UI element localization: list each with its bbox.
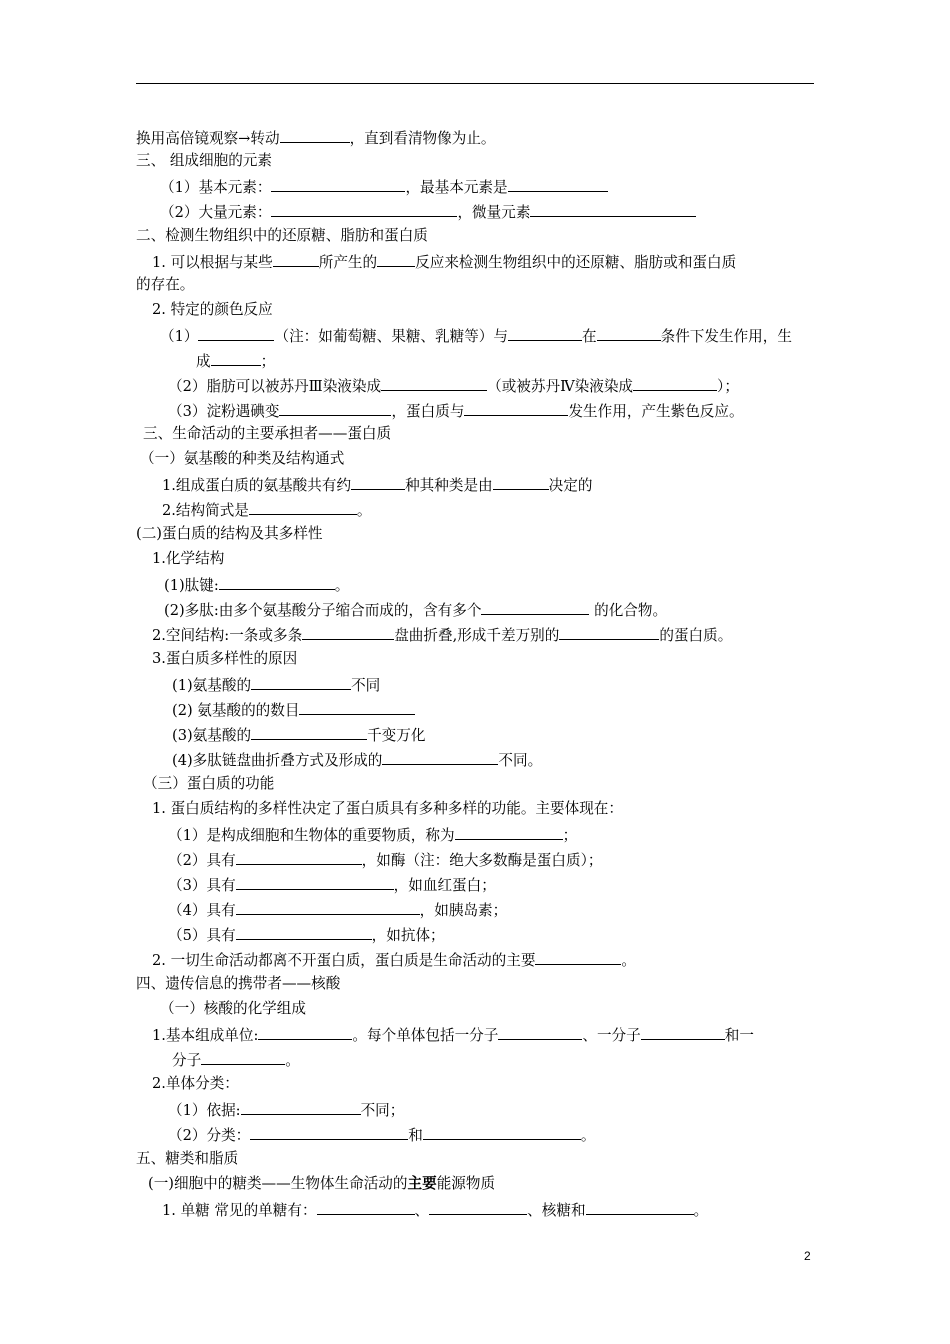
line-text: 在	[582, 328, 597, 345]
fill-in-blank	[530, 201, 696, 217]
line-text: （1）基本元素：	[160, 179, 272, 196]
text-line	[143, 774, 274, 794]
fill-in-blank	[280, 127, 350, 143]
line-text: 千变万化	[367, 727, 426, 744]
fill-in-blank	[201, 1049, 285, 1065]
text-line	[160, 325, 792, 347]
line-text: 决定的	[548, 477, 593, 494]
line-text: (二)蛋白质的结构及其多样性	[136, 525, 323, 542]
text-line	[140, 449, 344, 469]
line-text: 不同。	[498, 752, 543, 769]
line-text: 、一分子	[582, 1027, 641, 1044]
line-text: 条件下发生作用，生	[660, 328, 792, 345]
fill-in-blank	[535, 949, 621, 965]
text-line	[136, 974, 340, 994]
text-line	[164, 599, 667, 621]
text-line	[136, 275, 194, 295]
line-text: 2.空间结构:一条或多条	[152, 627, 303, 644]
line-text: 。	[693, 1202, 709, 1219]
text-line	[172, 724, 425, 746]
line-text: 换用高倍镜观察→转动	[136, 130, 280, 147]
line-text: (4)多肽链盘曲折叠方式及形成的	[172, 752, 383, 769]
fill-in-blank	[236, 899, 420, 915]
text-line	[196, 350, 275, 372]
text-line	[168, 924, 445, 946]
line-text: ；	[562, 827, 578, 844]
text-line	[136, 151, 272, 171]
fill-in-blank	[382, 749, 498, 765]
line-text: ；	[260, 353, 276, 370]
line-text: 。	[334, 577, 350, 594]
line-text: （3）具有	[168, 877, 236, 894]
line-text: 三、生命活动的主要承担者——蛋白质	[143, 425, 392, 442]
line-text: 。	[580, 1127, 596, 1144]
line-text: （三）蛋白质的功能	[143, 775, 275, 792]
text-line	[162, 499, 372, 521]
fill-in-blank	[249, 499, 357, 515]
line-text: 能源物质	[436, 1175, 496, 1192]
line-text: 1.基本组成单位:	[152, 1027, 259, 1044]
line-text: （1）依据:	[168, 1102, 241, 1119]
fill-in-blank	[498, 1024, 582, 1040]
line-text: 四、遗传信息的携带者——核酸	[136, 975, 341, 992]
line-text: （5）具有	[168, 927, 236, 944]
fill-in-blank	[351, 474, 405, 490]
fill-in-blank	[211, 350, 261, 366]
fill-in-blank	[481, 599, 589, 615]
line-text: 2. 一切生命活动都离不开蛋白质，蛋白质是生命活动的主要	[152, 952, 536, 969]
text-line	[168, 1124, 595, 1146]
line-text: (3)氨基酸的	[172, 727, 252, 744]
fill-in-blank	[271, 201, 457, 217]
line-text: 。	[356, 502, 372, 519]
line-text: (2) 氨基酸的的数目	[172, 702, 300, 719]
line-text: 。每个单体包括一分子	[352, 1027, 499, 1044]
line-text: 2.单体分类：	[152, 1075, 239, 1092]
line-text: （注：如葡萄糖、果糖、乳糖等）与	[274, 328, 508, 345]
line-text: 2. 特定的颜色反应	[152, 301, 273, 318]
line-text: (1)肽键:	[164, 577, 219, 594]
line-text: （一）核酸的化学组成	[160, 1000, 306, 1017]
fill-in-blank	[250, 1124, 408, 1140]
line-text: 和	[408, 1127, 423, 1144]
line-text: 的化合物。	[589, 602, 668, 619]
line-text: 1.化学结构	[152, 550, 225, 567]
text-line	[152, 1024, 754, 1046]
page-number: 2	[804, 1249, 811, 1263]
line-text: (一)细胞中的糖类——生物体生命活动的	[148, 1175, 408, 1192]
line-text: 3.蛋白质多样性的原因	[152, 650, 298, 667]
text-line	[168, 824, 577, 846]
text-line	[136, 1149, 238, 1169]
line-text: （2）脂肪可以被苏丹Ⅲ染液染成	[168, 378, 382, 395]
fill-in-blank	[633, 375, 717, 391]
line-text: ，如胰岛素；	[419, 902, 508, 919]
line-text: 的蛋白质。	[659, 627, 733, 644]
line-text: 盘曲折叠,形成千差万别的	[394, 627, 560, 644]
fill-in-blank	[559, 624, 659, 640]
fill-in-blank	[219, 574, 335, 590]
fill-in-blank	[271, 176, 405, 192]
text-line	[152, 251, 736, 273]
fill-in-blank	[597, 325, 661, 341]
line-text: 、核糖和	[527, 1202, 586, 1219]
fill-in-blank	[241, 1099, 361, 1115]
header-rule	[136, 83, 814, 84]
text-line	[168, 375, 739, 397]
fill-in-blank	[641, 1024, 725, 1040]
line-text: (1)氨基酸的	[172, 677, 252, 694]
emphasis-text: 主要	[407, 1175, 437, 1192]
fill-in-blank	[198, 325, 274, 341]
text-line	[143, 424, 391, 444]
fill-in-blank	[251, 724, 367, 740]
fill-in-blank	[302, 624, 394, 640]
line-text: （2）大量元素：	[160, 204, 272, 221]
text-line	[168, 849, 602, 871]
line-text: 、	[414, 1202, 430, 1219]
text-line	[136, 226, 428, 246]
line-text: 五、糖类和脂质	[136, 1150, 239, 1167]
line-text: ，微量元素	[457, 204, 531, 221]
line-text: ，如抗体；	[371, 927, 445, 944]
fill-in-blank	[508, 325, 582, 341]
fill-in-blank	[279, 400, 391, 416]
fill-in-blank	[493, 474, 549, 490]
text-line	[136, 524, 323, 544]
text-line	[160, 999, 306, 1019]
text-line	[152, 300, 273, 320]
fill-in-blank	[236, 849, 362, 865]
fill-in-blank	[508, 176, 608, 192]
text-line	[162, 474, 592, 496]
text-line	[152, 649, 297, 669]
line-text: 1. 单糖 常见的单糖有：	[162, 1202, 317, 1219]
line-text: 和一	[724, 1027, 754, 1044]
line-text: ，最基本元素是	[405, 179, 508, 196]
text-line	[168, 874, 496, 896]
line-text: 1. 可以根据与某些	[152, 254, 273, 271]
line-text: ，蛋白质与	[391, 403, 465, 420]
text-line	[164, 574, 349, 596]
fill-in-blank	[377, 251, 415, 267]
text-line	[172, 1049, 300, 1071]
line-text: 2.结构简式是	[162, 502, 249, 519]
line-text: 分子	[172, 1052, 202, 1069]
text-line	[162, 1199, 708, 1221]
line-text: 。	[285, 1052, 300, 1069]
text-line	[152, 799, 623, 819]
text-line	[168, 1099, 404, 1121]
fill-in-blank	[381, 375, 487, 391]
line-text: 所产生的	[318, 254, 378, 271]
line-text: （2）具有	[168, 852, 236, 869]
fill-in-blank	[586, 1199, 694, 1215]
fill-in-blank	[251, 674, 351, 690]
line-text: （1）	[160, 328, 199, 345]
text-line	[172, 674, 380, 696]
line-text: （一）氨基酸的种类及结构通式	[140, 450, 345, 467]
text-line	[160, 176, 608, 198]
line-text: 二、检测生物组织中的还原糖、脂肪和蛋白质	[136, 227, 428, 244]
fill-in-blank	[455, 824, 563, 840]
fill-in-blank	[317, 1199, 415, 1215]
line-text: （或被苏丹Ⅳ染液染成	[487, 378, 634, 395]
line-text: ，如血红蛋白；	[393, 877, 496, 894]
line-text: （4）具有	[168, 902, 236, 919]
fill-in-blank	[236, 924, 372, 940]
line-text: 。	[621, 952, 637, 969]
text-line	[152, 1074, 239, 1094]
line-text: 不同；	[360, 1102, 405, 1119]
text-line	[168, 400, 744, 422]
text-line	[148, 1174, 495, 1194]
fill-in-blank	[258, 1024, 352, 1040]
line-text: 种其种类是由	[405, 477, 493, 494]
line-text: ，如酶（注：绝大多数酶是蛋白质）；	[361, 852, 603, 869]
line-text: （2）分类：	[168, 1127, 251, 1144]
line-text: 的存在。	[136, 276, 195, 293]
text-line	[152, 949, 636, 971]
line-text: 成	[196, 353, 211, 370]
text-line	[168, 899, 507, 921]
text-line	[172, 749, 542, 771]
line-text: 1.组成蛋白质的氨基酸共有约	[162, 477, 352, 494]
fill-in-blank	[423, 1124, 581, 1140]
fill-in-blank	[236, 874, 394, 890]
text-line	[152, 549, 224, 569]
text-line	[160, 201, 696, 223]
line-text: 不同	[351, 677, 381, 694]
line-text: ）；	[717, 378, 739, 395]
line-text: 发生作用，产生紫色反应。	[568, 403, 744, 420]
fill-in-blank	[429, 1199, 527, 1215]
line-text: (2)多肽:由多个氨基酸分子缩合而成的，含有多个	[164, 602, 482, 619]
fill-in-blank	[299, 699, 415, 715]
line-text: （3）淀粉遇碘变	[168, 403, 280, 420]
line-text: 三、 组成细胞的元素	[136, 152, 272, 169]
text-line	[136, 127, 496, 149]
fill-in-blank	[464, 400, 568, 416]
fill-in-blank	[273, 251, 319, 267]
line-text: （1）是构成细胞和生物体的重要物质，称为	[168, 827, 455, 844]
line-text: 反应来检测生物组织中的还原糖、脂肪或和蛋白质	[415, 254, 737, 271]
text-line	[172, 699, 415, 721]
text-line	[152, 624, 732, 646]
line-text: ，直到看清物像为止。	[349, 130, 496, 147]
line-text: 1. 蛋白质结构的多样性决定了蛋白质具有多种多样的功能。主要体现在：	[152, 800, 623, 817]
